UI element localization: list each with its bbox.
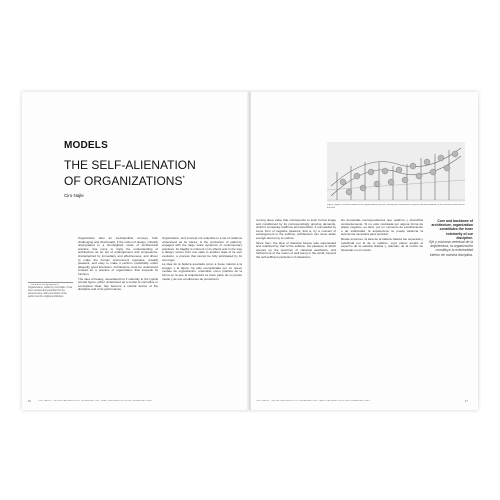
article-title — [64, 158, 244, 188]
model-photograph — [327, 142, 465, 202]
pull-quote-english: Core and backbone of architecture, organization constitutes the inner exteriority of our discipline. — [431, 219, 473, 240]
page-number: 17 — [465, 400, 468, 403]
running-head: CIRO NAJLE / THE SELF-ALIENATION OF ORGANIZATIONS / LA AUTOALIENACIÓN DE LAS ORGANIZACIONES — [256, 400, 370, 402]
right-page-spanish-column — [341, 219, 423, 397]
paragraph: Organization after an inexhaustible concept, both challenging and charismatic, if the notion of design, critically downgraded to a shortsighted mode of architectural practice, has come to imply the understanding of architecture as an act of entanglement and competence, characterized by immediacy and effectiveness, and driven to make the human environment operative, visually pleasant, and easy to make it perform predictably under allegedly good intentions. Architecture must be understood instead as a practice of organization that exceeds its function. — [78, 237, 158, 276]
running-head: CIRO NAJLE / THE SELF-ALIENATION OF ORGANIZATIONS / LA AUTOALIENACIÓN DE LAS ORGANIZACIONES — [38, 400, 152, 402]
paragraph: The idea of beauty, associated but if naturally to the typical printed figure, either understood as a model of normative or conceptual ideal, has become a central device of the discipline and of its performance. — [78, 276, 158, 292]
footnote: * This article first appeared in Organizations, edited by Ciro Najle. It has been revised and expanded for the present issue, with permission of the author and the original publishers. — [28, 284, 73, 298]
paragraph: Desde entonces, la idea de la belleza clásica fue superada y redefinida por la de lo sublime, cuyo placer amplió el espectro de la estética clásica y, además, de la noción de bienestar en el mundo. — [341, 236, 423, 252]
pull-quote — [429, 219, 473, 257]
paragraph: La idea de la belleza asociada como a fuese natural a la imagen y la figura, ha sido reemplazada por un nuevo modelo de organización, entendido como práctica de la forma en la que la arquitectura se hace parte de su propio medio y de sus condiciones de producción. — [162, 262, 242, 281]
title-line-2: OF ORGANIZATIONS — [64, 174, 183, 188]
left-page-english-column — [78, 237, 158, 397]
title-footnote-mark: * — [182, 176, 185, 182]
image-caption: Figure caption: sectional model of the organizational system, showing the distribution of spaces and the repetition of the structural units across the field. — [327, 204, 465, 209]
paragraph: Organization, and concept not reducible to a set of relations understood as its traces, is the production of patterns, engaged with the large scale dynamics of contemporary practices. Its fragility is inherent in its effects and in the way a design moves from one state to another state of its own evolution, a process that cannot be fully anticipated by its own logic. — [162, 237, 242, 262]
magazine-spread — [22, 92, 478, 410]
left-page — [22, 92, 249, 410]
right-page-english-column — [256, 219, 336, 397]
section-heading: MODELS — [64, 140, 108, 151]
paragraph: las demandas correspondientes que reafirma y diversifica constantemente. Si no está modulada por alguna forma de placer negativo, es decir, por un momento de extrañamiento o de sublimidad, la arquitectura no puede alcanzar la autonomía necesaria para perdurar. — [341, 219, 423, 237]
pull-quote-spanish: Eje y columna vertebral de la arquitectura, la organización constituye la exterioridad interior de nuestra disciplina. — [429, 240, 473, 257]
architectural-model-image — [327, 142, 465, 202]
author-name: Ciro Najle — [64, 193, 84, 198]
right-page — [251, 92, 478, 410]
title-line-1: THE SELF-ALIENATION — [64, 158, 196, 172]
paragraph: Since then, the idea of classical beauty was superseded and redefined by that of the sublime: the pleasure of which opened up the spectrum of classical aesthetics, and furthermore of the notion of well being in the world, beyond the self-sufficient perfection of classicism. — [256, 240, 336, 259]
left-page-spanish-column — [162, 237, 242, 397]
paragraph: coming deep value that corresponds to such formal image and conditioned by its correspondingly growing demands, which it constantly reaffirms and diversifies. If unmodeled by some form of negative pleasure, that is, by a moment of estrangement or the sublime, architecture can never attain enough autonomy to endure. — [256, 219, 336, 240]
page-number: 16 — [28, 400, 31, 403]
footnote-rule — [28, 282, 73, 283]
